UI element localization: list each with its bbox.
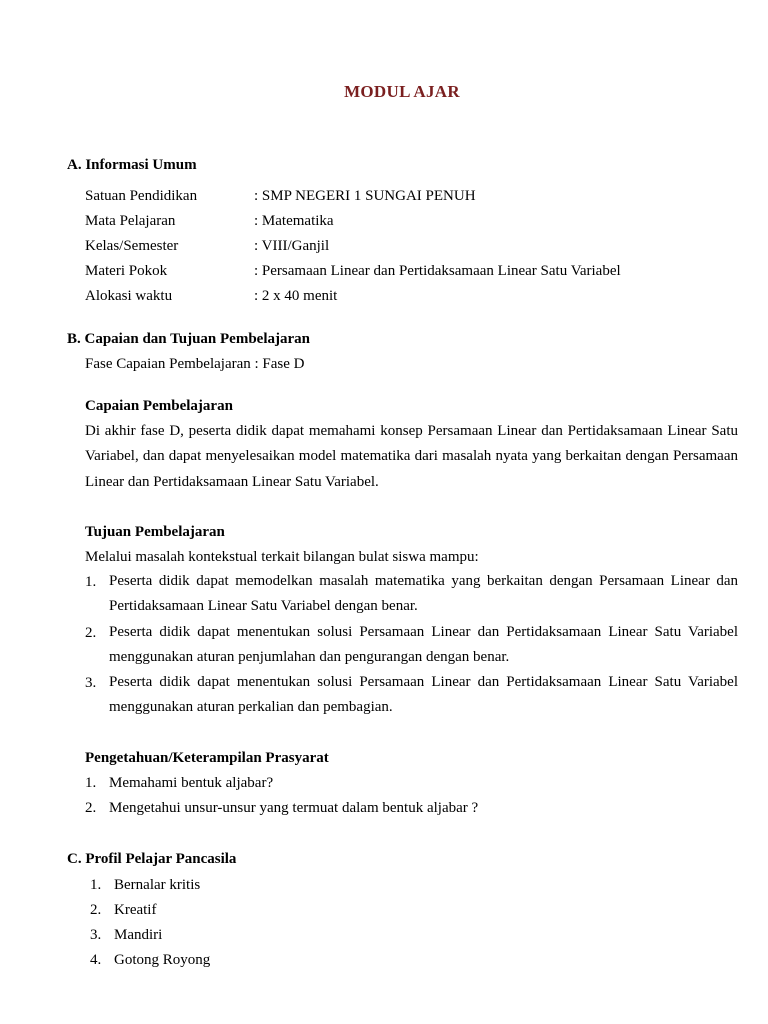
prasyarat-heading: Pengetahuan/Keterampilan Prasyarat (85, 750, 329, 766)
list-number: 1. (85, 574, 97, 590)
info-label: Satuan Pendidikan (85, 188, 198, 204)
info-value: : Persamaan Linear dan Pertidaksamaan Linear Satu Variabel (254, 263, 621, 279)
capaian-paragraph: Di akhir fase D, peserta didik dapat memahami konsep Persamaan Linear dan Pertidaksamaan Linear Satu Variabel, dan dapat menyelesaikan model matematika dari masalah nyata yang berkaitan dengan Persamaan Linear dan Pertidaksamaan Linear Satu Variabel. (85, 423, 738, 490)
list-number: 4. (90, 952, 102, 968)
list-item: Memahami bentuk aljabar? (109, 775, 274, 791)
list-item: Mengetahui unsur-unsur yang termuat dalam bentuk aljabar ? (109, 800, 479, 816)
section-a-heading: A. Informasi Umum (67, 157, 197, 173)
capaian-heading: Capaian Pembelajaran (85, 398, 233, 414)
list-item: Peserta didik dapat menentukan solusi Persamaan Linear dan Pertidaksamaan Linear Satu Variabel menggunakan aturan perkalian dan pembagian. (109, 674, 738, 716)
section-b-heading: B. Capaian dan Tujuan Pembelajaran (67, 331, 310, 347)
list-number: 3. (85, 675, 97, 691)
info-value: : 2 x 40 menit (254, 288, 338, 304)
list-item: Mandiri (114, 927, 163, 943)
info-value: : SMP NEGERI 1 SUNGAI PENUH (254, 188, 476, 204)
list-number: 3. (90, 927, 102, 943)
section-c-heading: C. Profil Pelajar Pancasila (67, 851, 237, 867)
info-value: : Matematika (254, 213, 334, 229)
list-item: Gotong Royong (114, 952, 211, 968)
document-title: MODUL AJAR (344, 82, 460, 101)
list-number: 2. (85, 625, 97, 641)
list-item: Bernalar kritis (114, 877, 201, 893)
list-item: Peserta didik dapat menentukan solusi Persamaan Linear dan Pertidaksamaan Linear Satu Variabel menggunakan aturan penjumlahan dan pengurangan dengan benar. (109, 624, 738, 666)
list-number: 2. (85, 800, 97, 816)
tujuan-intro: Melalui masalah kontekstual terkait bilangan bulat siswa mampu: (85, 549, 479, 565)
list-number: 1. (85, 775, 97, 791)
list-item: Peserta didik dapat memodelkan masalah matematika yang berkaitan dengan Persamaan Linear dan Pertidaksamaan Linear Satu Variabel dengan benar. (109, 573, 738, 615)
info-label: Kelas/Semester (85, 238, 179, 254)
list-number: 1. (90, 877, 102, 893)
info-value: : VIII/Ganjil (254, 238, 330, 254)
info-label: Mata Pelajaran (85, 213, 176, 229)
fase-text: Fase Capaian Pembelajaran : Fase D (85, 356, 305, 372)
list-number: 2. (90, 902, 102, 918)
tujuan-heading: Tujuan Pembelajaran (85, 524, 225, 540)
list-item: Kreatif (114, 902, 157, 918)
info-label: Alokasi waktu (85, 288, 173, 304)
info-label: Materi Pokok (85, 263, 168, 279)
